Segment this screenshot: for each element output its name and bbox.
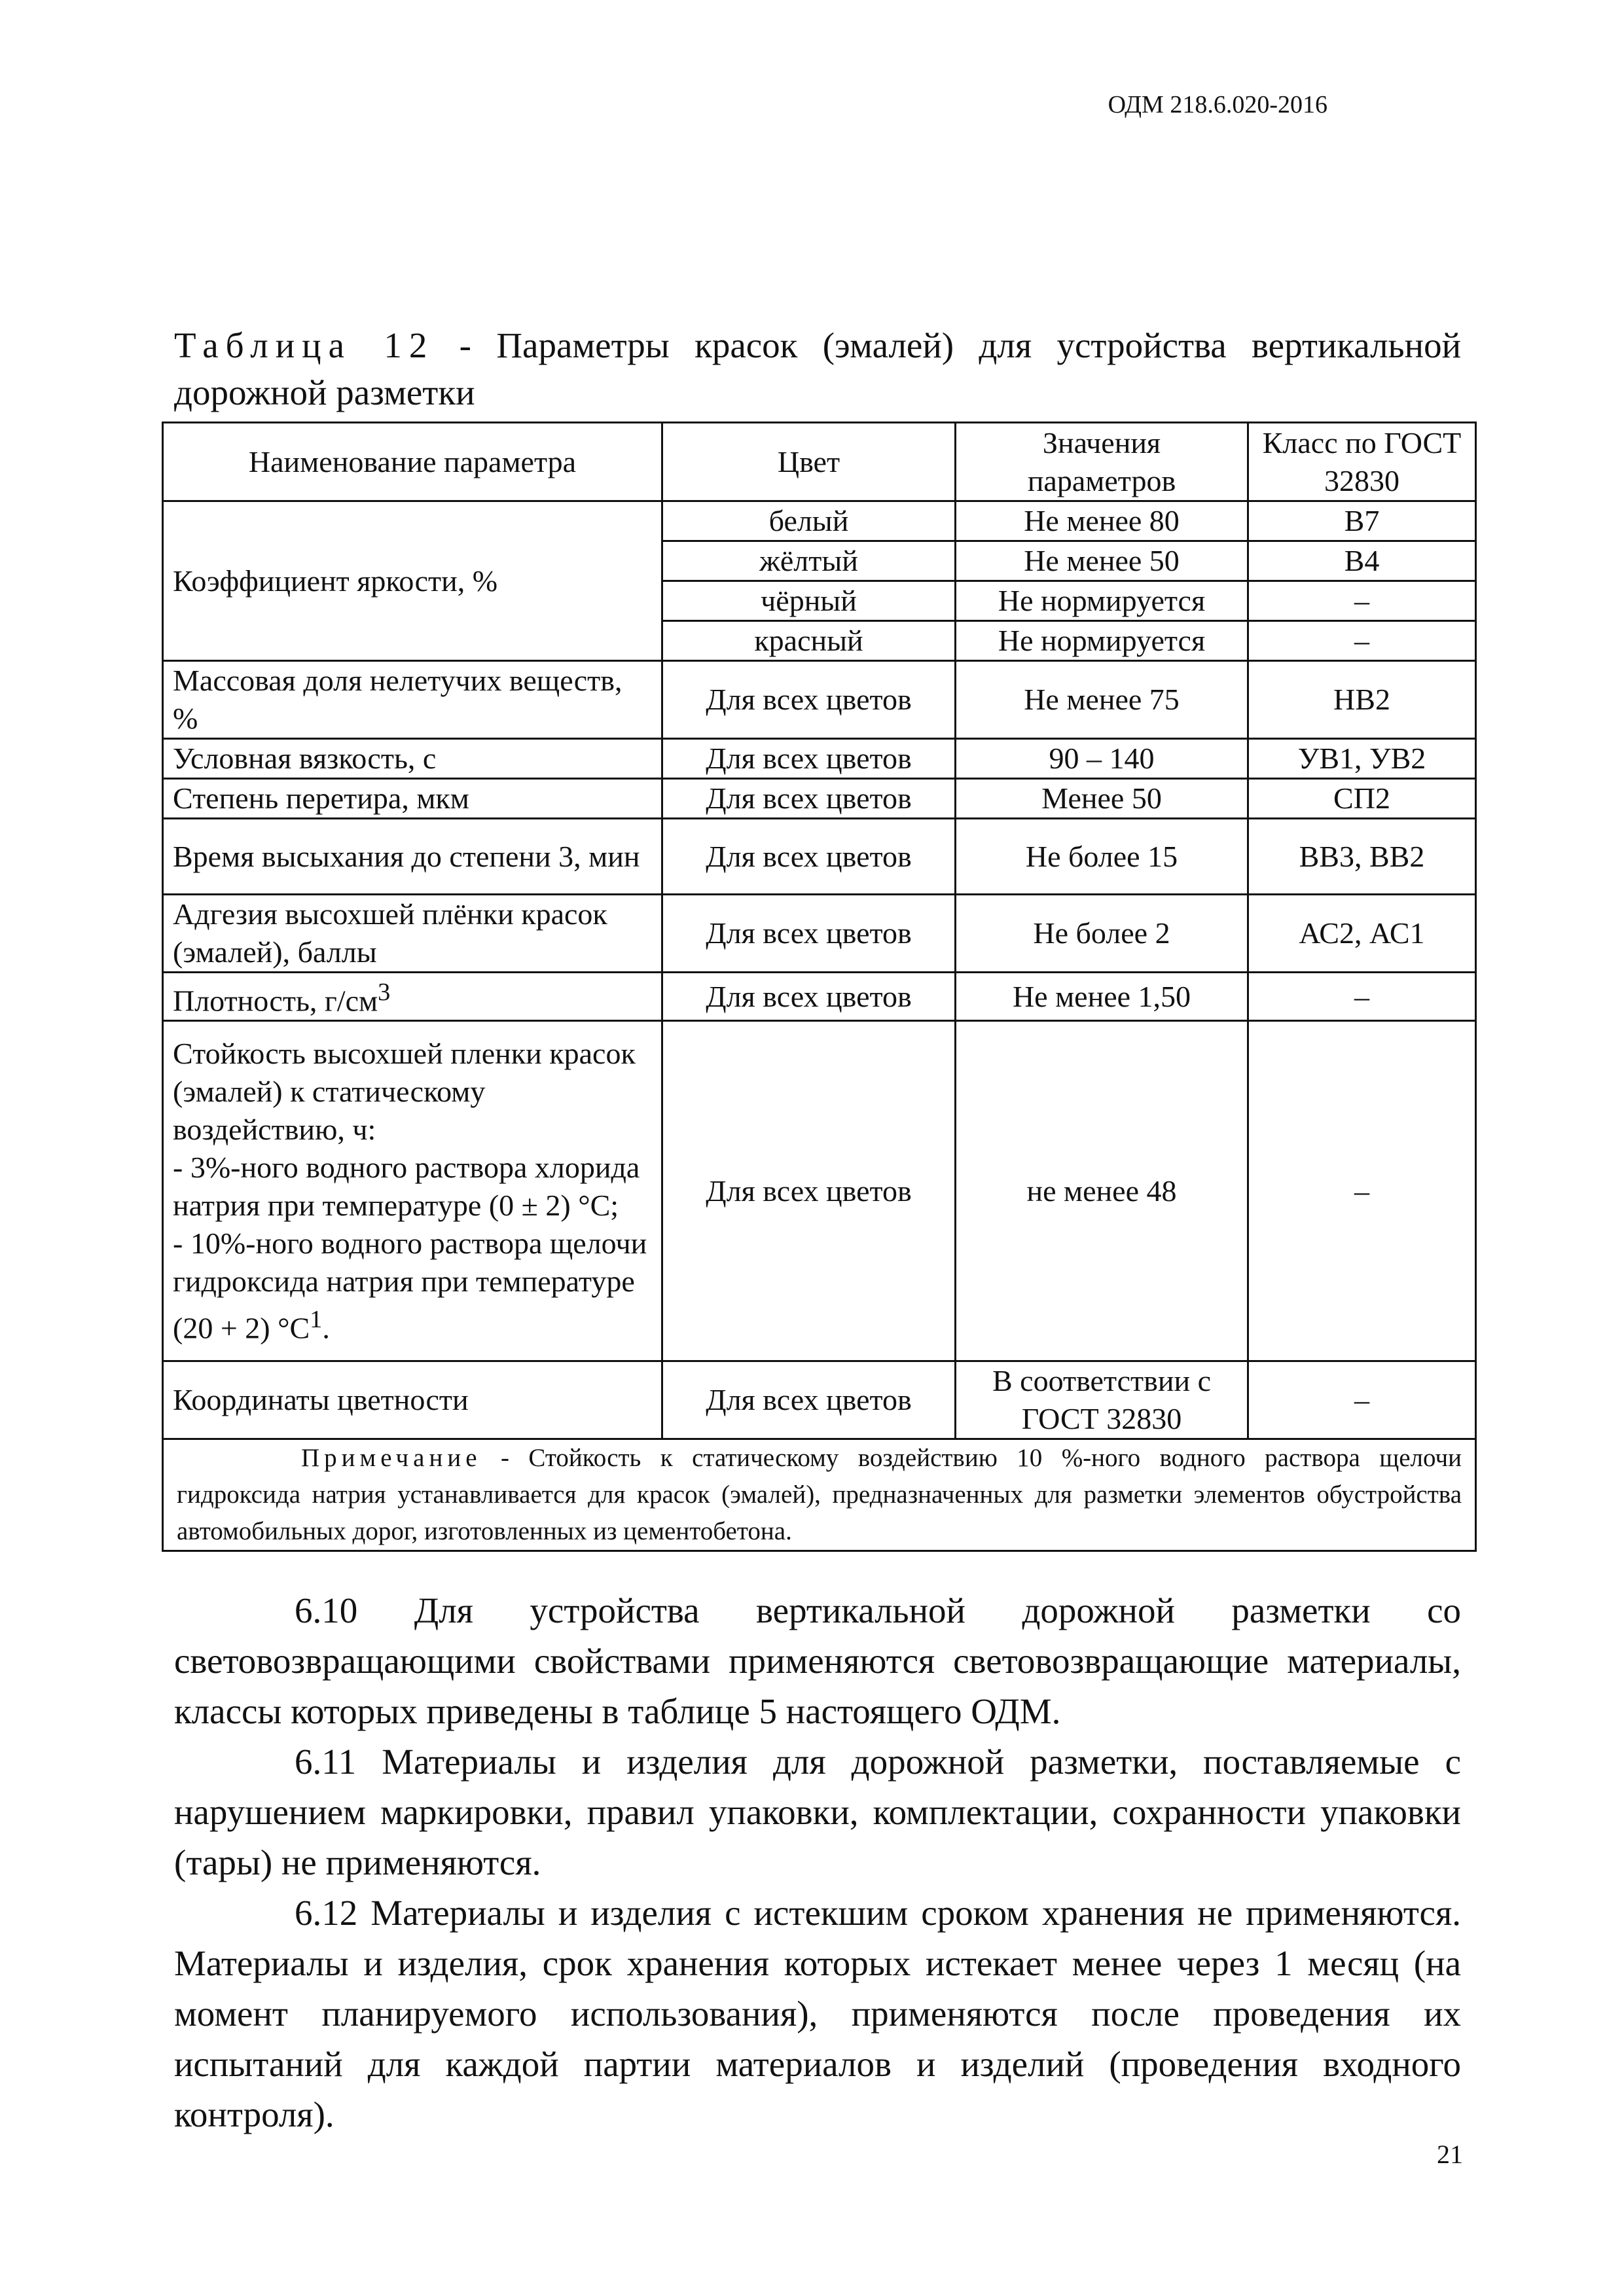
value-cell: Не нормируется <box>956 581 1248 621</box>
value-cell: Не менее 1,50 <box>956 973 1248 1021</box>
color-cell: Для всех цветов <box>662 973 956 1021</box>
table-row <box>163 501 1476 541</box>
color-cell: красный <box>662 621 956 661</box>
color-cell: Для всех цветов <box>662 1021 956 1361</box>
class-cell: – <box>1248 1361 1476 1439</box>
note-text: - Стойкость к статическому воздействию 10 %-ного водного раствора щелочи гидроксида натрия устанавливается для красок (эмалей), предназначенных для разметки элементов обустройства автомобильных дорог, изготовленных из цементобетона. <box>177 1444 1462 1546</box>
param-cell: Коэффициент яркости, % <box>163 501 662 661</box>
class-cell: – <box>1248 621 1476 661</box>
class-cell: СП2 <box>1248 779 1476 819</box>
resistance-item-b-text: - 10%-ного водного раствора щелочи гидроксида натрия при температуре (20 + 2) °С <box>173 1227 647 1345</box>
table-caption-label: Таблица 12 <box>174 325 435 365</box>
value-cell: Не менее 80 <box>956 501 1248 541</box>
class-cell: НВ2 <box>1248 661 1476 739</box>
param-cell: Массовая доля нелетучих веществ, % <box>163 661 662 739</box>
class-cell: В4 <box>1248 541 1476 581</box>
class-cell: ВВ3, ВВ2 <box>1248 819 1476 895</box>
param-cell: Время высыхания до степени 3, мин <box>163 819 662 895</box>
resistance-item-a: - 3%-ного водного раствора хлорида натрия при температуре (0 ± 2) °С; <box>173 1151 640 1223</box>
value-cell: Не нормируется <box>956 621 1248 661</box>
value-cell: Менее 50 <box>956 779 1248 819</box>
color-cell: Для всех цветов <box>662 895 956 973</box>
table-row <box>163 661 1476 739</box>
value-cell: не менее 48 <box>956 1021 1248 1361</box>
table-row <box>163 973 1476 1021</box>
page-number: 21 <box>1437 2140 1463 2169</box>
class-cell: УВ1, УВ2 <box>1248 739 1476 779</box>
table-header-row <box>163 423 1476 501</box>
param-cell: Адгезия высохшей плёнки красок (эмалей), баллы <box>163 895 662 973</box>
color-cell: Для всех цветов <box>662 779 956 819</box>
value-cell: Не менее 50 <box>956 541 1248 581</box>
table-row <box>163 895 1476 973</box>
param-cell <box>163 1021 662 1361</box>
table-caption-text: - Параметры красок (эмалей) для устройства вертикальной <box>434 325 1461 365</box>
color-cell: Для всех цветов <box>662 739 956 779</box>
note-label: Примечание <box>301 1444 482 1473</box>
header-param: Наименование параметра <box>163 423 662 501</box>
table-caption <box>174 319 1461 372</box>
param-cell: Степень перетира, мкм <box>163 779 662 819</box>
table-note <box>163 1439 1476 1551</box>
value-cell: В соответствии с ГОСТ 32830 <box>956 1361 1248 1439</box>
table-row <box>163 819 1476 895</box>
color-cell: Для всех цветов <box>662 1361 956 1439</box>
table-note-row <box>163 1439 1476 1551</box>
class-cell: В7 <box>1248 501 1476 541</box>
value-cell: Не более 15 <box>956 819 1248 895</box>
table-row <box>163 739 1476 779</box>
color-cell: Для всех цветов <box>662 819 956 895</box>
class-cell: – <box>1248 581 1476 621</box>
resistance-main: Стойкость высохшей пленки красок (эмалей) к статическому воздействию, ч: <box>173 1037 636 1147</box>
value-cell: Не менее 75 <box>956 661 1248 739</box>
class-cell: – <box>1248 1021 1476 1361</box>
param-cell: Координаты цветности <box>163 1361 662 1439</box>
header-value: Значения параметров <box>956 423 1248 501</box>
resistance-item-b <box>173 1225 652 1347</box>
color-cell: жёлтый <box>662 541 956 581</box>
paragraph-6-10: 6.10 Для устройства вертикальной дорожной разметки со световозвращающими свойствами применяются световозвращающие материалы, классы которых приведены в таблице 5 настоящего ОДМ. <box>174 1590 1461 1731</box>
paragraph-6-11: 6.11 Материалы и изделия для дорожной разметки, поставляемые с нарушением маркировки, правил упаковки, комплектации, сохранности упаковки (тары) не применяются. <box>174 1742 1461 1882</box>
table-row <box>163 1361 1476 1439</box>
header-class: Класс по ГОСТ 32830 <box>1248 423 1476 501</box>
document-code: ОДМ 218.6.020-2016 <box>1108 91 1327 118</box>
color-cell: Для всех цветов <box>662 661 956 739</box>
table-row <box>163 1021 1476 1361</box>
value-cell: 90 – 140 <box>956 739 1248 779</box>
class-cell: – <box>1248 973 1476 1021</box>
param-cell: Условная вязкость, с <box>163 739 662 779</box>
class-cell: АС2, АС1 <box>1248 895 1476 973</box>
parameters-table <box>162 422 1477 1552</box>
resistance-item-b-end: . <box>322 1311 330 1345</box>
density-label: Плотность, г/см <box>173 984 378 1018</box>
density-unit-superscript: 3 <box>378 978 391 1006</box>
paragraph-6-12: 6.12 Материалы и изделия с истекшим сроком хранения не применяются. Материалы и изделия, срок хранения которых истекает менее через 1 месяц (на момент планируемого использования), применяются после проведения их испытаний для каждой партии материалов и изделий (проведения входного контроля). <box>174 1893 1461 2134</box>
color-cell: белый <box>662 501 956 541</box>
value-cell: Не более 2 <box>956 895 1248 973</box>
footnote-marker: 1 <box>310 1306 323 1334</box>
param-cell <box>163 973 662 1021</box>
color-cell: чёрный <box>662 581 956 621</box>
table-row <box>163 779 1476 819</box>
header-color: Цвет <box>662 423 956 501</box>
table-caption-line2: дорожной разметки <box>174 372 475 412</box>
